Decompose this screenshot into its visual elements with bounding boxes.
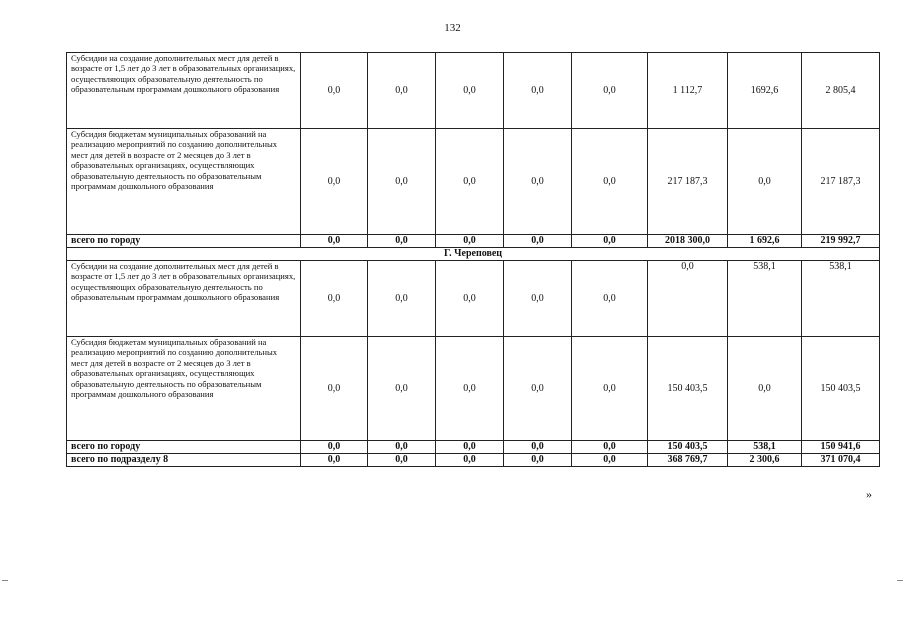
table-row bbox=[67, 261, 880, 337]
value-cell: 538,1 bbox=[802, 261, 880, 337]
value-cell: 0,0 bbox=[648, 261, 728, 337]
total-label: всего по городу bbox=[67, 441, 301, 454]
page-number: 132 bbox=[444, 22, 461, 34]
value-cell: 150 403,5 bbox=[802, 337, 880, 441]
value-cell: 0,0 bbox=[368, 337, 436, 441]
total-value: 0,0 bbox=[504, 454, 572, 467]
total-value: 0,0 bbox=[504, 441, 572, 454]
total-value: 219 992,7 bbox=[802, 235, 880, 248]
row-description: Субсидии на создание дополнительных мест для детей в возрасте от 1,5 лет до 3 лет в образовательных организациях, осуществляющих образовательную деятельность по образовательным программам дошкольного образования bbox=[67, 53, 301, 129]
total-value: 150 941,6 bbox=[802, 441, 880, 454]
city-total-row bbox=[67, 235, 880, 248]
row-description: Субсидия бюджетам муниципальных образований на реализацию мероприятий по созданию дополнительных мест для детей в возрасте от 2 месяцев до 3 лет в образовательных организациях, осуществляющих образовательную деятельность по образовательным программам дошкольного образования bbox=[67, 129, 301, 235]
total-label: всего по подразделу 8 bbox=[67, 454, 301, 467]
table-row bbox=[67, 337, 880, 441]
scan-edge-mark bbox=[897, 580, 903, 581]
total-value: 2018 300,0 bbox=[648, 235, 728, 248]
total-value: 0,0 bbox=[436, 454, 504, 467]
subsection-total-row bbox=[67, 454, 880, 467]
value-cell: 150 403,5 bbox=[648, 337, 728, 441]
value-cell: 0,0 bbox=[301, 261, 368, 337]
value-cell: 0,0 bbox=[504, 129, 572, 235]
value-cell: 1 112,7 bbox=[648, 53, 728, 129]
total-value: 0,0 bbox=[572, 235, 648, 248]
value-cell: 0,0 bbox=[504, 53, 572, 129]
total-value: 150 403,5 bbox=[648, 441, 728, 454]
value-cell: 1692,6 bbox=[728, 53, 802, 129]
city-total-row bbox=[67, 441, 880, 454]
value-cell: 0,0 bbox=[504, 337, 572, 441]
total-value: 0,0 bbox=[301, 454, 368, 467]
value-cell: 0,0 bbox=[572, 53, 648, 129]
city-heading: Г. Череповец bbox=[67, 248, 880, 261]
total-value: 538,1 bbox=[728, 441, 802, 454]
value-cell: 538,1 bbox=[728, 261, 802, 337]
value-cell: 0,0 bbox=[368, 261, 436, 337]
value-cell: 0,0 bbox=[572, 261, 648, 337]
table-row bbox=[67, 129, 880, 235]
total-value: 0,0 bbox=[368, 235, 436, 248]
value-cell: 0,0 bbox=[572, 129, 648, 235]
total-value: 0,0 bbox=[368, 441, 436, 454]
total-value: 0,0 bbox=[436, 235, 504, 248]
total-value: 0,0 bbox=[368, 454, 436, 467]
value-cell: 0,0 bbox=[436, 53, 504, 129]
total-value: 2 300,6 bbox=[728, 454, 802, 467]
value-cell: 0,0 bbox=[436, 261, 504, 337]
value-cell: 0,0 bbox=[368, 53, 436, 129]
value-cell: 0,0 bbox=[436, 337, 504, 441]
total-value: 0,0 bbox=[436, 441, 504, 454]
total-value: 1 692,6 bbox=[728, 235, 802, 248]
row-description: Субсидия бюджетам муниципальных образований на реализацию мероприятий по созданию дополнительных мест для детей в возрасте от 2 месяцев до 3 лет в образовательных организациях, осуществляющих образовательную деятельность по образовательным программам дошкольного образования bbox=[67, 337, 301, 441]
city-heading-row bbox=[67, 248, 880, 261]
value-cell: 0,0 bbox=[728, 129, 802, 235]
table-row bbox=[67, 53, 880, 129]
row-description: Субсидии на создание дополнительных мест для детей в возрасте от 1,5 лет до 3 лет в образовательных организациях, осуществляющих образовательную деятельность по образовательным программам дошкольного образования bbox=[67, 261, 301, 337]
scan-edge-mark bbox=[2, 580, 8, 581]
value-cell: 2 805,4 bbox=[802, 53, 880, 129]
total-value: 368 769,7 bbox=[648, 454, 728, 467]
total-value: 0,0 bbox=[572, 441, 648, 454]
value-cell: 0,0 bbox=[572, 337, 648, 441]
value-cell: 217 187,3 bbox=[648, 129, 728, 235]
value-cell: 0,0 bbox=[301, 129, 368, 235]
total-value: 0,0 bbox=[301, 441, 368, 454]
budget-table bbox=[66, 52, 880, 467]
value-cell: 0,0 bbox=[301, 337, 368, 441]
total-value: 0,0 bbox=[504, 235, 572, 248]
value-cell: 0,0 bbox=[436, 129, 504, 235]
total-label: всего по городу bbox=[67, 235, 301, 248]
value-cell: 217 187,3 bbox=[802, 129, 880, 235]
total-value: 0,0 bbox=[301, 235, 368, 248]
value-cell: 0,0 bbox=[301, 53, 368, 129]
total-value: 0,0 bbox=[572, 454, 648, 467]
value-cell: 0,0 bbox=[504, 261, 572, 337]
total-value: 371 070,4 bbox=[802, 454, 880, 467]
value-cell: 0,0 bbox=[728, 337, 802, 441]
closing-quote: » bbox=[866, 487, 872, 501]
value-cell: 0,0 bbox=[368, 129, 436, 235]
